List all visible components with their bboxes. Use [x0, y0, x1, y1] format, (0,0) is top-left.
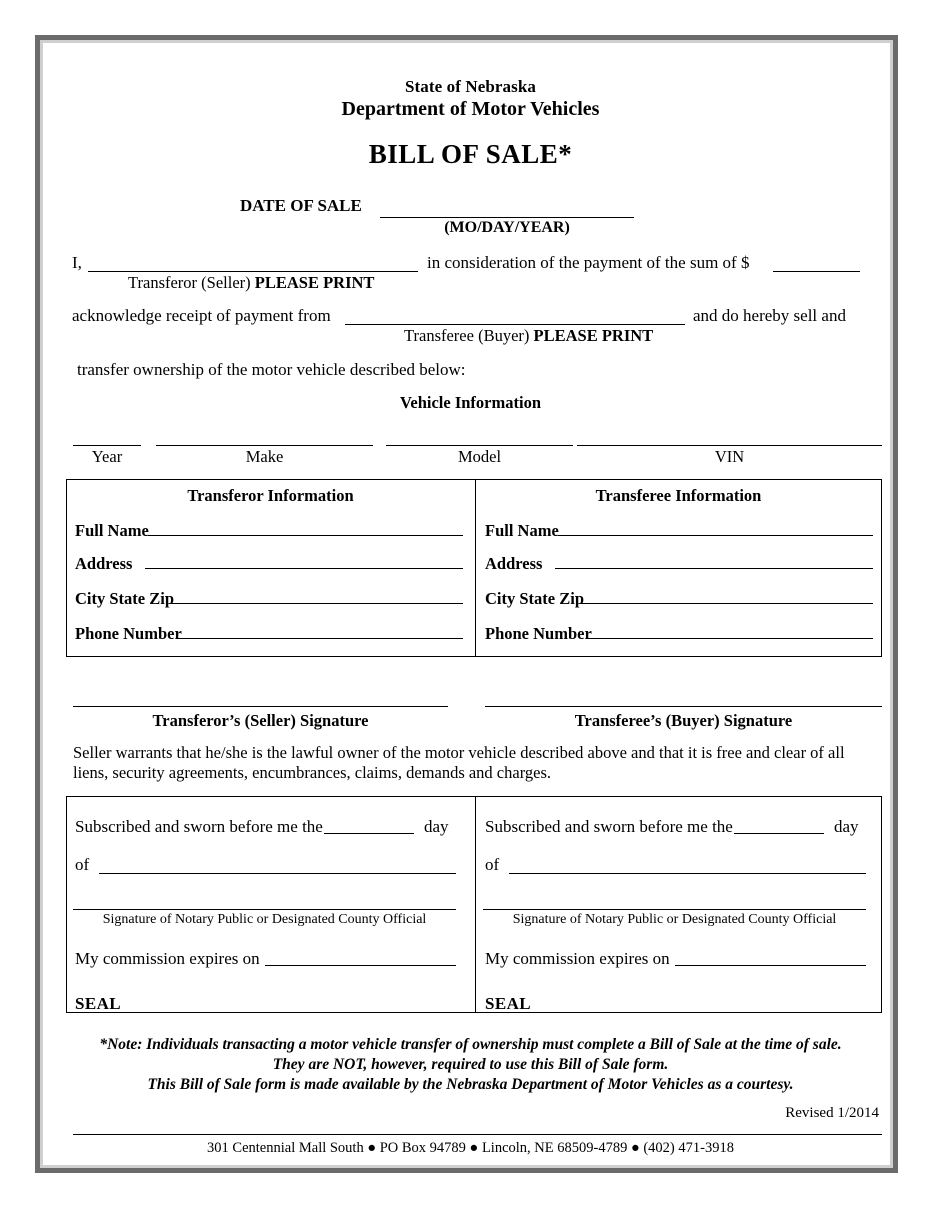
vehicle-make-label: Make	[245, 447, 284, 466]
transferor-box-header: Transferor Information	[187, 486, 354, 505]
agency-department-line: Department of Motor Vehicles	[341, 98, 600, 120]
vehicle-vin-line[interactable]	[577, 445, 882, 446]
vehicle-year-line[interactable]	[73, 445, 141, 446]
vehicle-vin-label: VIN	[714, 447, 745, 466]
transferee-box-header: Transferee Information	[595, 486, 762, 505]
notary-right-signature-line[interactable]	[483, 909, 866, 910]
notary-left-signature-line[interactable]	[73, 909, 456, 910]
consideration-text: in consideration of the payment of the sum of $	[427, 253, 750, 272]
notary-right-signature-caption: Signature of Notary Public or Designated County Official	[512, 912, 837, 927]
notary-left-month-year-line[interactable]	[99, 873, 456, 874]
footer-divider	[73, 1134, 882, 1135]
buyer-signature-label: Transferee’s (Buyer) Signature	[574, 711, 793, 730]
i-prefix-text: I,	[72, 253, 82, 272]
and-do-hereby-text: and do hereby sell and	[693, 306, 846, 325]
footer-address: 301 Centennial Mall South ● PO Box 94789 ● Lincoln, NE 68509-4789 ● (402) 471-3918	[207, 1140, 734, 1156]
vehicle-make-line[interactable]	[156, 445, 373, 446]
notary-right-of-word: of	[485, 855, 500, 874]
transferor-city-state-zip-label: City State Zip	[75, 589, 174, 608]
transfer-ownership-text: transfer ownership of the motor vehicle described below:	[77, 360, 466, 379]
seller-signature-label: Transferor’s (Seller) Signature	[152, 711, 369, 730]
transferor-phone-label: Phone Number	[75, 624, 182, 643]
vehicle-model-label: Model	[457, 447, 502, 466]
transferee-address-line[interactable]	[555, 568, 873, 569]
note-line-3: This Bill of Sale form is made available by the Nebraska Department of Motor Vehicles as a courtesy.	[147, 1076, 794, 1093]
date-format-hint: (MO/DAY/YEAR)	[444, 219, 570, 236]
transferee-full-name-label: Full Name	[485, 521, 559, 540]
notary-left-sworn-text: Subscribed and sworn before me the	[75, 817, 323, 836]
transferee-city-state-zip-line[interactable]	[581, 603, 873, 604]
page-frame-inner-border	[40, 40, 893, 1168]
note-line-2: They are NOT, however, required to use this Bill of Sale form.	[272, 1056, 669, 1073]
revision-stamp: Revised 1/2014	[785, 1105, 879, 1121]
buyer-signature-line[interactable]	[485, 706, 882, 707]
warranty-line-1: Seller warrants that he/she is the lawful owner of the motor vehicle described above and that it is free and clear of all	[73, 743, 845, 762]
transferor-address-label: Address	[75, 554, 133, 573]
notary-left-day-line[interactable]	[324, 833, 414, 834]
notary-right-commission-line[interactable]	[675, 965, 866, 966]
vehicle-information-heading: Vehicle Information	[399, 393, 541, 412]
buyer-name-line[interactable]	[345, 324, 685, 325]
buyer-caption	[404, 326, 653, 346]
vehicle-year-label: Year	[91, 447, 123, 466]
agency-state-line: State of Nebraska	[404, 77, 537, 96]
acknowledge-text: acknowledge receipt of payment from	[72, 306, 331, 325]
transferee-full-name-line[interactable]	[558, 535, 873, 536]
notary-left-signature-caption: Signature of Notary Public or Designated County Official	[102, 912, 427, 927]
notary-right-sworn-text: Subscribed and sworn before me the	[485, 817, 733, 836]
transferor-full-name-label: Full Name	[75, 521, 149, 540]
transferor-phone-line[interactable]	[177, 638, 463, 639]
notary-right-seal-label: SEAL	[485, 994, 532, 1013]
warranty-paragraph	[73, 743, 885, 783]
transferee-city-state-zip-label: City State Zip	[485, 589, 584, 608]
note-line-1: *Note: Individuals transacting a motor vehicle transfer of ownership must complete a Bill of Sale at the time of sale.	[99, 1036, 842, 1053]
notary-left-commission-line[interactable]	[265, 965, 456, 966]
transferor-full-name-line[interactable]	[148, 535, 463, 536]
notary-right-day-line[interactable]	[734, 833, 824, 834]
page-frame	[35, 35, 898, 1173]
seller-caption	[128, 273, 374, 293]
notary-left-of-word: of	[75, 855, 90, 874]
notary-left-seal-label: SEAL	[75, 994, 122, 1013]
date-of-sale-input-line[interactable]	[380, 217, 634, 218]
amount-line[interactable]	[773, 271, 860, 272]
notary-right-commission-label: My commission expires on	[485, 949, 670, 968]
notary-left-commission-label: My commission expires on	[75, 949, 260, 968]
notary-left-day-word: day	[424, 817, 449, 836]
seller-caption-normal: Transferor (Seller)	[128, 273, 255, 292]
seller-signature-line[interactable]	[73, 706, 448, 707]
transferee-phone-label: Phone Number	[485, 624, 592, 643]
page-title: BILL OF SALE*	[368, 139, 573, 169]
notary-right-day-word: day	[834, 817, 859, 836]
buyer-caption-please-print: PLEASE PRINT	[533, 326, 654, 345]
buyer-caption-normal: Transferee (Buyer)	[404, 326, 534, 345]
notary-box-divider	[475, 796, 476, 1013]
transferor-city-state-zip-line[interactable]	[171, 603, 463, 604]
warranty-line-2: liens, security agreements, encumbrances, claims, demands and charges.	[73, 763, 552, 782]
transferor-address-line[interactable]	[145, 568, 463, 569]
transferee-address-label: Address	[485, 554, 543, 573]
form-content	[43, 43, 898, 1173]
seller-name-line[interactable]	[88, 271, 418, 272]
vehicle-model-line[interactable]	[386, 445, 573, 446]
date-of-sale-label: DATE OF SALE	[240, 196, 362, 215]
notary-right-month-year-line[interactable]	[509, 873, 866, 874]
seller-caption-please-print: PLEASE PRINT	[254, 273, 375, 292]
transferee-phone-line[interactable]	[587, 638, 873, 639]
